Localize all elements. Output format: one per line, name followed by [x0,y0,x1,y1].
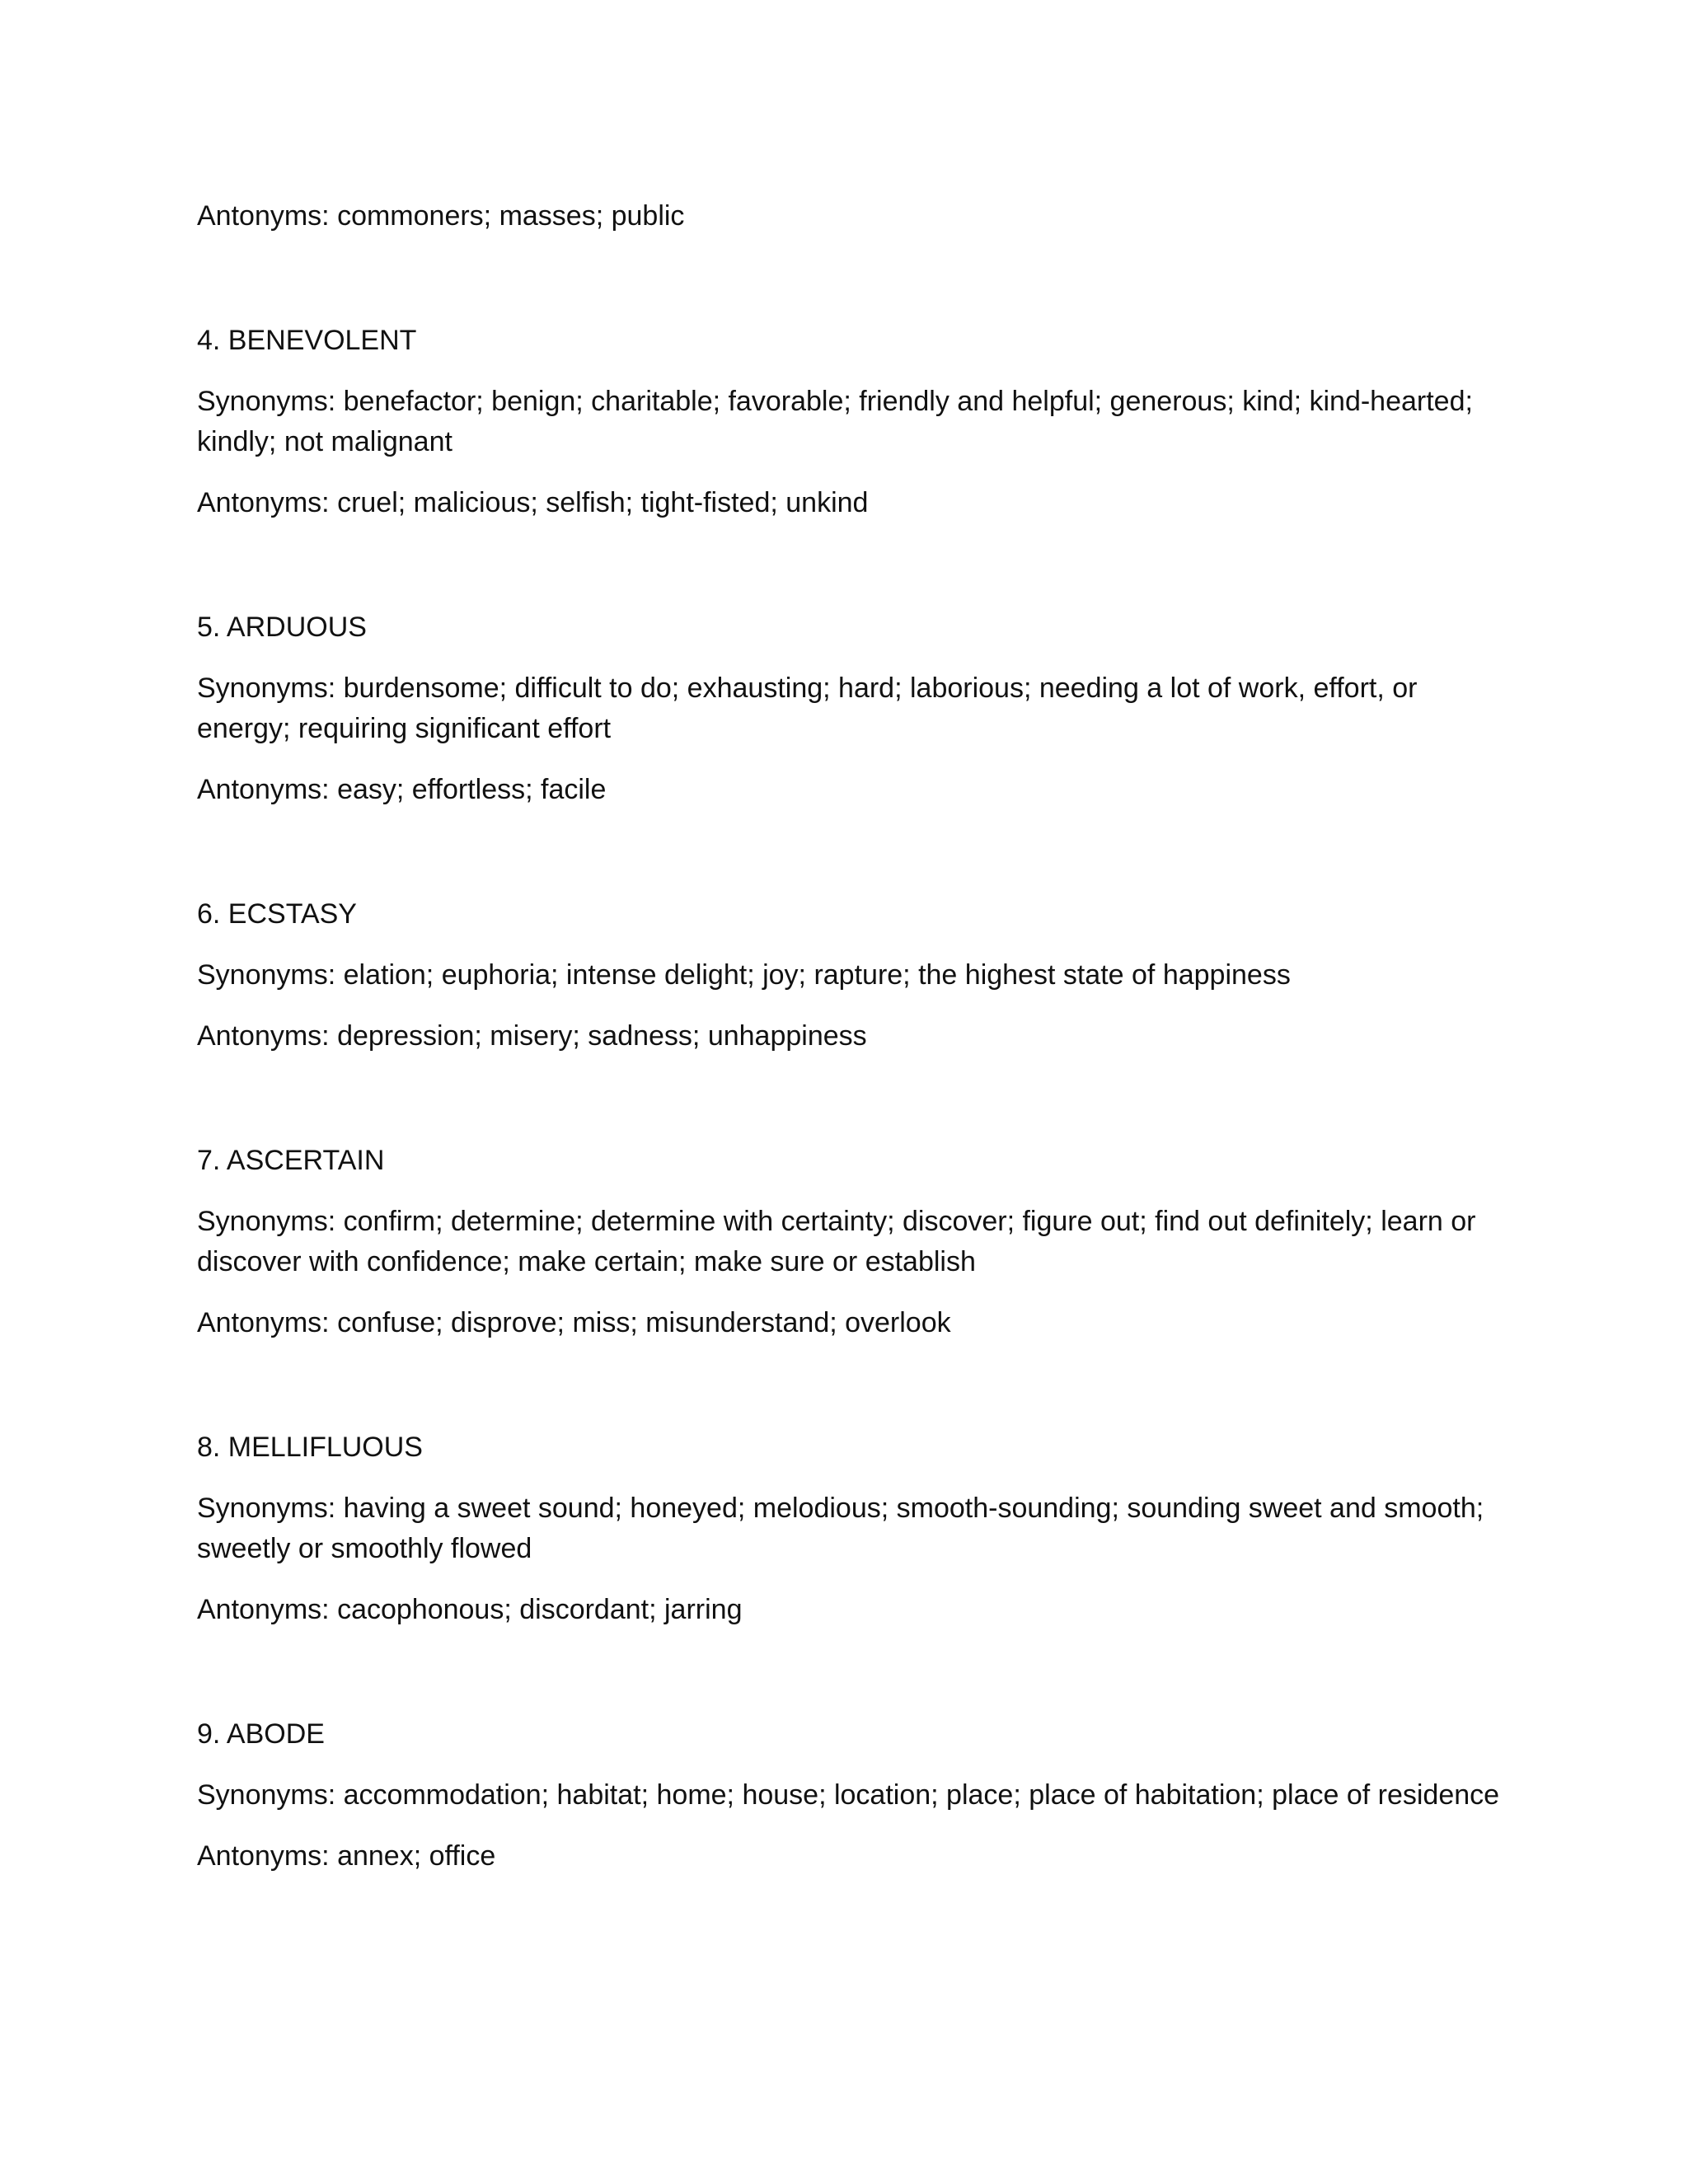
entry-synonyms: Synonyms: elation; euphoria; intense delight; joy; rapture; the highest state of happiness [197,959,1291,991]
entry-ecstasy [197,894,1507,1057]
entry-antonyms: Antonyms: confuse; disprove; miss; misunderstand; overlook [197,1307,951,1338]
entry-synonyms: Synonyms: accommodation; habitat; home; house; location; place; place of habitation; place of residence [197,1779,1500,1811]
entry-ascertain [197,1141,1507,1343]
entry-benevolent [197,321,1507,523]
entry-term: 5. ARDUOUS [197,612,367,643]
entry-abode [197,1714,1507,1877]
entry-term: 9. ABODE [197,1718,325,1750]
entry-term: 7. ASCERTAIN [197,1145,385,1176]
entry-antonyms: Antonyms: easy; effortless; facile [197,774,607,805]
entry-synonyms: Synonyms: confirm; determine; determine with certainty; discover; figure out; find out definitely; learn or discover with confidence; make certain; make sure or establish [197,1206,1476,1277]
entry-arduous [197,607,1507,810]
entry-synonyms: Synonyms: burdensome; difficult to do; exhausting; hard; laborious; needing a lot of work, effort, or energy; requiring significant effort [197,673,1418,744]
entry-term: 4. BENEVOLENT [197,325,417,356]
entry-antonyms: Antonyms: annex; office [197,1840,496,1872]
entry-term: 8. MELLIFLUOUS [197,1432,423,1463]
entry-antonyms: Antonyms: cacophonous; discordant; jarring [197,1594,743,1625]
entry-antonyms: Antonyms: depression; misery; sadness; unhappiness [197,1020,867,1052]
intro-antonyms: Antonyms: commoners; masses; public [197,200,685,232]
entry-antonyms: Antonyms: cruel; malicious; selfish; tight-fisted; unkind [197,487,869,518]
document-content [197,196,1507,1877]
entry-synonyms: Synonyms: benefactor; benign; charitable; favorable; friendly and helpful; generous; kind; kind-hearted; kindly; not malignant [197,386,1473,457]
entry-synonyms: Synonyms: having a sweet sound; honeyed; melodious; smooth-sounding; sounding sweet and smooth; sweetly or smoothly flowed [197,1493,1484,1564]
entry-term: 6. ECSTASY [197,898,357,930]
entry-mellifluous [197,1427,1507,1630]
